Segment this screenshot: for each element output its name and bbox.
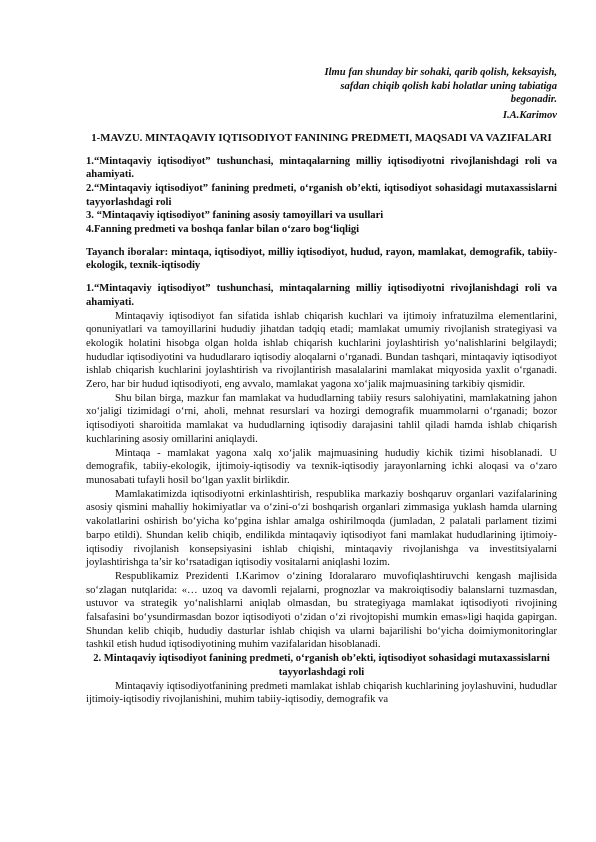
epigraph-author: I.A.Karimov: [502, 110, 557, 122]
paragraph-5: Respublikamiz Prezidenti I.Karimov o‘zining Idoralararo muvofiqlashtiruvchi kengash majlisida so‘zlagan nutqlarida: «… uzoq va davomli rejalarni, prognozlar va makroiqtisodiy balanslarni tuzmasdan, ustuvor va strategik yo‘nalishlarni aniqlab olmasdan, bu strategiyaga mamlakat iqtisodiyoti rivojining falsafasini bo‘ysundirmasdan bozor iqtisodiyoti o‘zidan o‘zi rivojtopishi mumkin emas»ligi haqida gapirgan. Shundan kelib chiqib, hududiy dasturlar ishlab chiqish va ularni bajarilishi bo‘yicha doimiymonitoringlar tashkil etish hudud iqtisodiyotining muhim vazifalaridan hisoblanadi.: [86, 570, 557, 651]
epigraph-line-1: Ilmu fan shunday bir sohaki, qarib qolish, keksayish,: [324, 67, 557, 78]
section-2-heading: 2. Mintaqaviy iqtisodiyot fanining predmeti, o‘rganish ob’ekti, iqtisodiyot sohasidagi mutaxassislarni tayyorlashdagi roli: [93, 653, 550, 678]
paragraph-2: Shu bilan birga, mazkur fan mamlakat va hududlarning tabiiy resurs salohiyatini, mamlakatning jahon xo‘jaligi tizimidagi o‘rni, aholi, mehnat resurslari va hozirgi demografik muammolarni o‘rganadi; bozor iqtisodiyoti sharoitida mamlakat va hududlarning iqtisodiy darajasini tahlil qiladi hamda ishlab chiqarish kuchlarining asosiy omillarini aniqlaydi.: [86, 392, 557, 445]
plan-item-2: 2.“Mintaqaviy iqtisodiyot” fanining predmeti, o‘rganish ob’ekti, iqtisodiyot sohasidagi mutaxassislarni tayyorlashdagi roli: [86, 182, 557, 208]
document-page: [86, 66, 557, 707]
epigraph-line-2: safdan chiqib qolish kabi holatlar uning tabiatiga: [340, 80, 557, 92]
page-title: 1-MAVZU. MINTAQAVIY IQTISODIYOT FANINING PREDMETI, MAQSADI VA VAZIFALARI: [91, 131, 552, 144]
plan-item-1: 1.“Mintaqaviy iqtisodiyot” tushunchasi, mintaqalarning milliy iqtisodiyotni rivojlanishdagi roli va ahamiyati.: [86, 155, 557, 181]
keywords: Tayanch iboralar: mintaqa, iqtisodiyot, milliy iqtisodiyot, hudud, rayon, mamlakat, demografik, tabiiy-ekologik, texnik-iqtisodiy: [86, 246, 557, 272]
paragraph-4: Mamlakatimizda iqtisodiyotni erkinlashtirish, respublika markaziy boshqaruv organlari vazifalarining asosiy qismini mahalliy hokimiyatlar va o‘zini-o‘zi boshqarish organlari zimmasiga yuklash hamda ularning vakolatlarini oshirish bo‘yicha ko‘pgina ishlar amalga oshirilmoqda (jumladan, 2 palatali parlament tizimi barpo etildi). Shundan kelib chiqib, endilikda mintaqaviy iqtisodiyot fani mamlakat hududlarining ijtimoiy-iqtisodiy rivojlanish konsepsiyasini ishlab chiqishi, mintaqaviy rivojlanishga va investitsiyalarni joylashtirishga ta’sir ko‘rsatadigan iqtisodiy vositalarni aniqlashi lozim.: [86, 488, 557, 569]
epigraph-line-3: begonadir.: [510, 94, 557, 106]
section-1-heading: 1.“Mintaqaviy iqtisodiyot” tushunchasi, mintaqalarning milliy iqtisodiyotni rivojlanishdagi roli va ahamiyati.: [86, 283, 557, 308]
plan-item-4: 4.Fanning predmeti va boshqa fanlar bilan o‘zaro bog‘liqligi: [86, 224, 360, 236]
paragraph-6: Mintaqaviy iqtisodiyotfanining predmeti mamlakat ishlab chiqarish kuchlarining joylashuvini, hududlar ijtimoiy-iqtisodiy rivojlanishini, muhim tabiiy-iqtisodiy, demografik va: [86, 680, 557, 706]
plan-item-3: 3. “Mintaqaviy iqtisodiyot” fanining asosiy tamoyillari va usullari: [86, 210, 384, 222]
paragraph-3: Mintaqa - mamlakat yagona xalq xo‘jalik majmuasining hududiy kichik tizimi hisoblanadi. U demografik, tabiiy-ekologik, ijtimoiy-iqtisodiy va texnik-iqtisodiy jarayonlarning ichki aloqasi va o‘zaro munosabati tufayli hosil bo‘lgan yaxlit birlikdir.: [86, 447, 557, 486]
paragraph-1: Mintaqaviy iqtisodiyot fan sifatida ishlab chiqarish kuchlari va ijtimoiy infratuzilma elementlarini, qonuniyatlari va tamoyillarini hududiy jihatdan tadqiq etadi; mamlakat umumiy rivojlanish strategiyasi va ekologik holatini hisobga olgan holda ishlab chiqarish kuchlarini joylashtirish yo‘nalishlarini belgilaydi; hududlar iqtisodiyotini va hududlararo iqtisodiy aloqalarni o‘rganadi. Bundan tashqari, mintaqaviy iqtisodiyot ishlab chiqarish kuchlarini joylashtirish va rivojlantirish masalalarini mamlakat miqyosida yaxlit o‘rganadi. Zero, har bir hudud iqtisodiyoti, eng avvalo, mamlakat yagona xo‘jalik majmuasining tarkibiy qismidir.: [86, 310, 557, 391]
